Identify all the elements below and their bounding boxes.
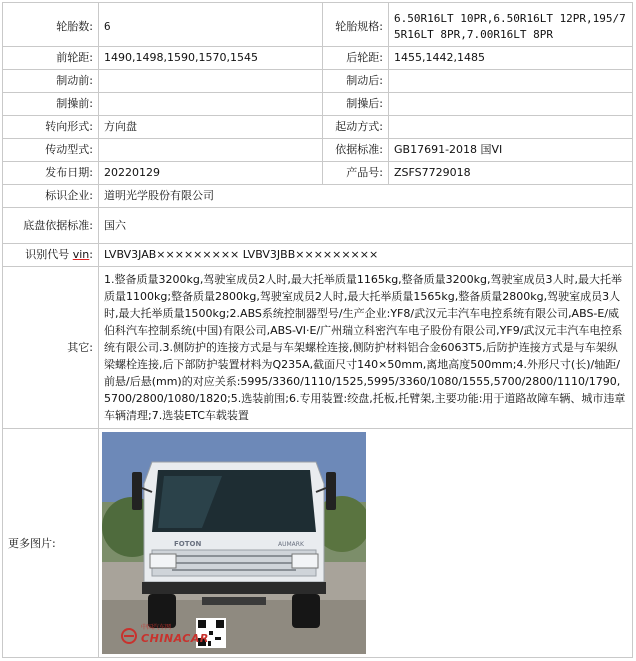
truck-model-text: AUMARK <box>278 541 304 548</box>
drive-label: 传动型式: <box>3 139 99 162</box>
table-row <box>3 162 633 185</box>
product-no-value: ZSFS7729018 <box>389 162 633 185</box>
drive-value <box>99 139 323 162</box>
table-row <box>3 93 633 116</box>
release-date-value: 20220129 <box>99 162 323 185</box>
standard-label: 依据标准: <box>323 139 389 162</box>
rear-track-value: 1455,1442,1485 <box>389 47 633 70</box>
table-row <box>3 70 633 93</box>
chinacar-logo-icon <box>120 627 138 645</box>
table-row <box>3 3 633 47</box>
table-row <box>3 429 633 658</box>
table-row <box>3 244 633 267</box>
more-images-cell <box>99 429 633 658</box>
truck-photo <box>102 432 366 654</box>
brake-front-label: 制动前: <box>3 70 99 93</box>
other-value: 1.整备质量3200kg,驾驶室成员2人时,最大托举质量1165kg,整备质量3200kg,驾驶室成员3人时,最大托举质量1100kg;整备质量2800kg,驾驶室成员2人时,最大托举质量1565kg,整备质量2800kg,驾驶室成员3人时,最大托举质量1500kg;2.ABS系统控制器型号/生产企业:YF8/武汉元丰汽车电控系统有限公司,ABS-E/威伯科汽车控制系统(中国)有限公司,ABS-VI·E/广州瑞立科密汽车电子股份有限公司,YF9/武汉元丰汽车电控系统有限公司.3.侧防护的连接方式是与车架螺栓连接,侧防护材料铝合金6063T5,后防护连接方式是与车架纵梁螺栓连接,后下部防护装置材料为Q235A,截面尺寸140×50mm,离地高度500mm;4.外形尺寸(长)/轴距/前悬/后悬(mm)的对应关系:5995/3360/1110/1525,5995/3360/1080/1555,5700/2800/1110/1790,5700/2800/1080/1820;5.选装前围;6.专用装置:绞盘,托板,托臂架,主要功能:用于道路故障车辆、城市违章车辆清理;7.选装ETC车载装置 <box>99 267 633 429</box>
steering-value: 方向盘 <box>99 116 323 139</box>
steering-label: 转向形式: <box>3 116 99 139</box>
brake-front-value <box>99 70 323 93</box>
spec-table <box>2 2 633 658</box>
table-row <box>3 267 633 429</box>
table-row <box>3 47 633 70</box>
tire-spec-value: 6.50R16LT 10PR,6.50R16LT 12PR,195/75R16LT 8PR,7.00R16LT 8PR <box>389 3 633 47</box>
control-rear-value <box>389 93 633 116</box>
chassis-std-label: 底盘依据标准: <box>3 208 99 244</box>
watermark <box>120 624 209 647</box>
standard-value: GB17691-2018 国VI <box>389 139 633 162</box>
chassis-std-value: 国六 <box>99 208 633 244</box>
more-images-label: 更多图片: <box>3 429 99 658</box>
truck-badge-text: FOTON <box>174 540 202 548</box>
truck-illustration <box>102 432 366 654</box>
control-front-value <box>99 93 323 116</box>
table-row <box>3 139 633 162</box>
vin-label <box>3 244 99 267</box>
front-track-value: 1490,1498,1590,1570,1545 <box>99 47 323 70</box>
table-row <box>3 185 633 208</box>
vin-label-suffix: : <box>89 248 93 261</box>
vin-label-word: vin <box>72 248 90 261</box>
other-label: 其它: <box>3 267 99 429</box>
tire-count-value: 6 <box>99 3 323 47</box>
front-track-label: 前轮距: <box>3 47 99 70</box>
product-no-label: 产品号: <box>323 162 389 185</box>
mark-company-label: 标识企业: <box>3 185 99 208</box>
brake-rear-value <box>389 70 633 93</box>
vin-label-prefix: 识别代号 <box>25 248 73 261</box>
release-date-label: 发布日期: <box>3 162 99 185</box>
rear-track-label: 后轮距: <box>323 47 389 70</box>
vin-value: LVBV3JAB××××××××× LVBV3JBB××××××××× <box>99 244 633 267</box>
table-row <box>3 208 633 244</box>
start-value <box>389 116 633 139</box>
control-front-label: 制操前: <box>3 93 99 116</box>
brake-rear-label: 制动后: <box>323 70 389 93</box>
start-label: 起动方式: <box>323 116 389 139</box>
mark-company-value: 道明光学股份有限公司 <box>99 185 633 208</box>
watermark-brand: CHINACAR <box>141 632 209 645</box>
table-row <box>3 116 633 139</box>
tire-count-label: 轮胎数: <box>3 3 99 47</box>
watermark-cn: 中国汽车网 <box>141 624 172 631</box>
tire-spec-label: 轮胎规格: <box>323 3 389 47</box>
control-rear-label: 制操后: <box>323 93 389 116</box>
